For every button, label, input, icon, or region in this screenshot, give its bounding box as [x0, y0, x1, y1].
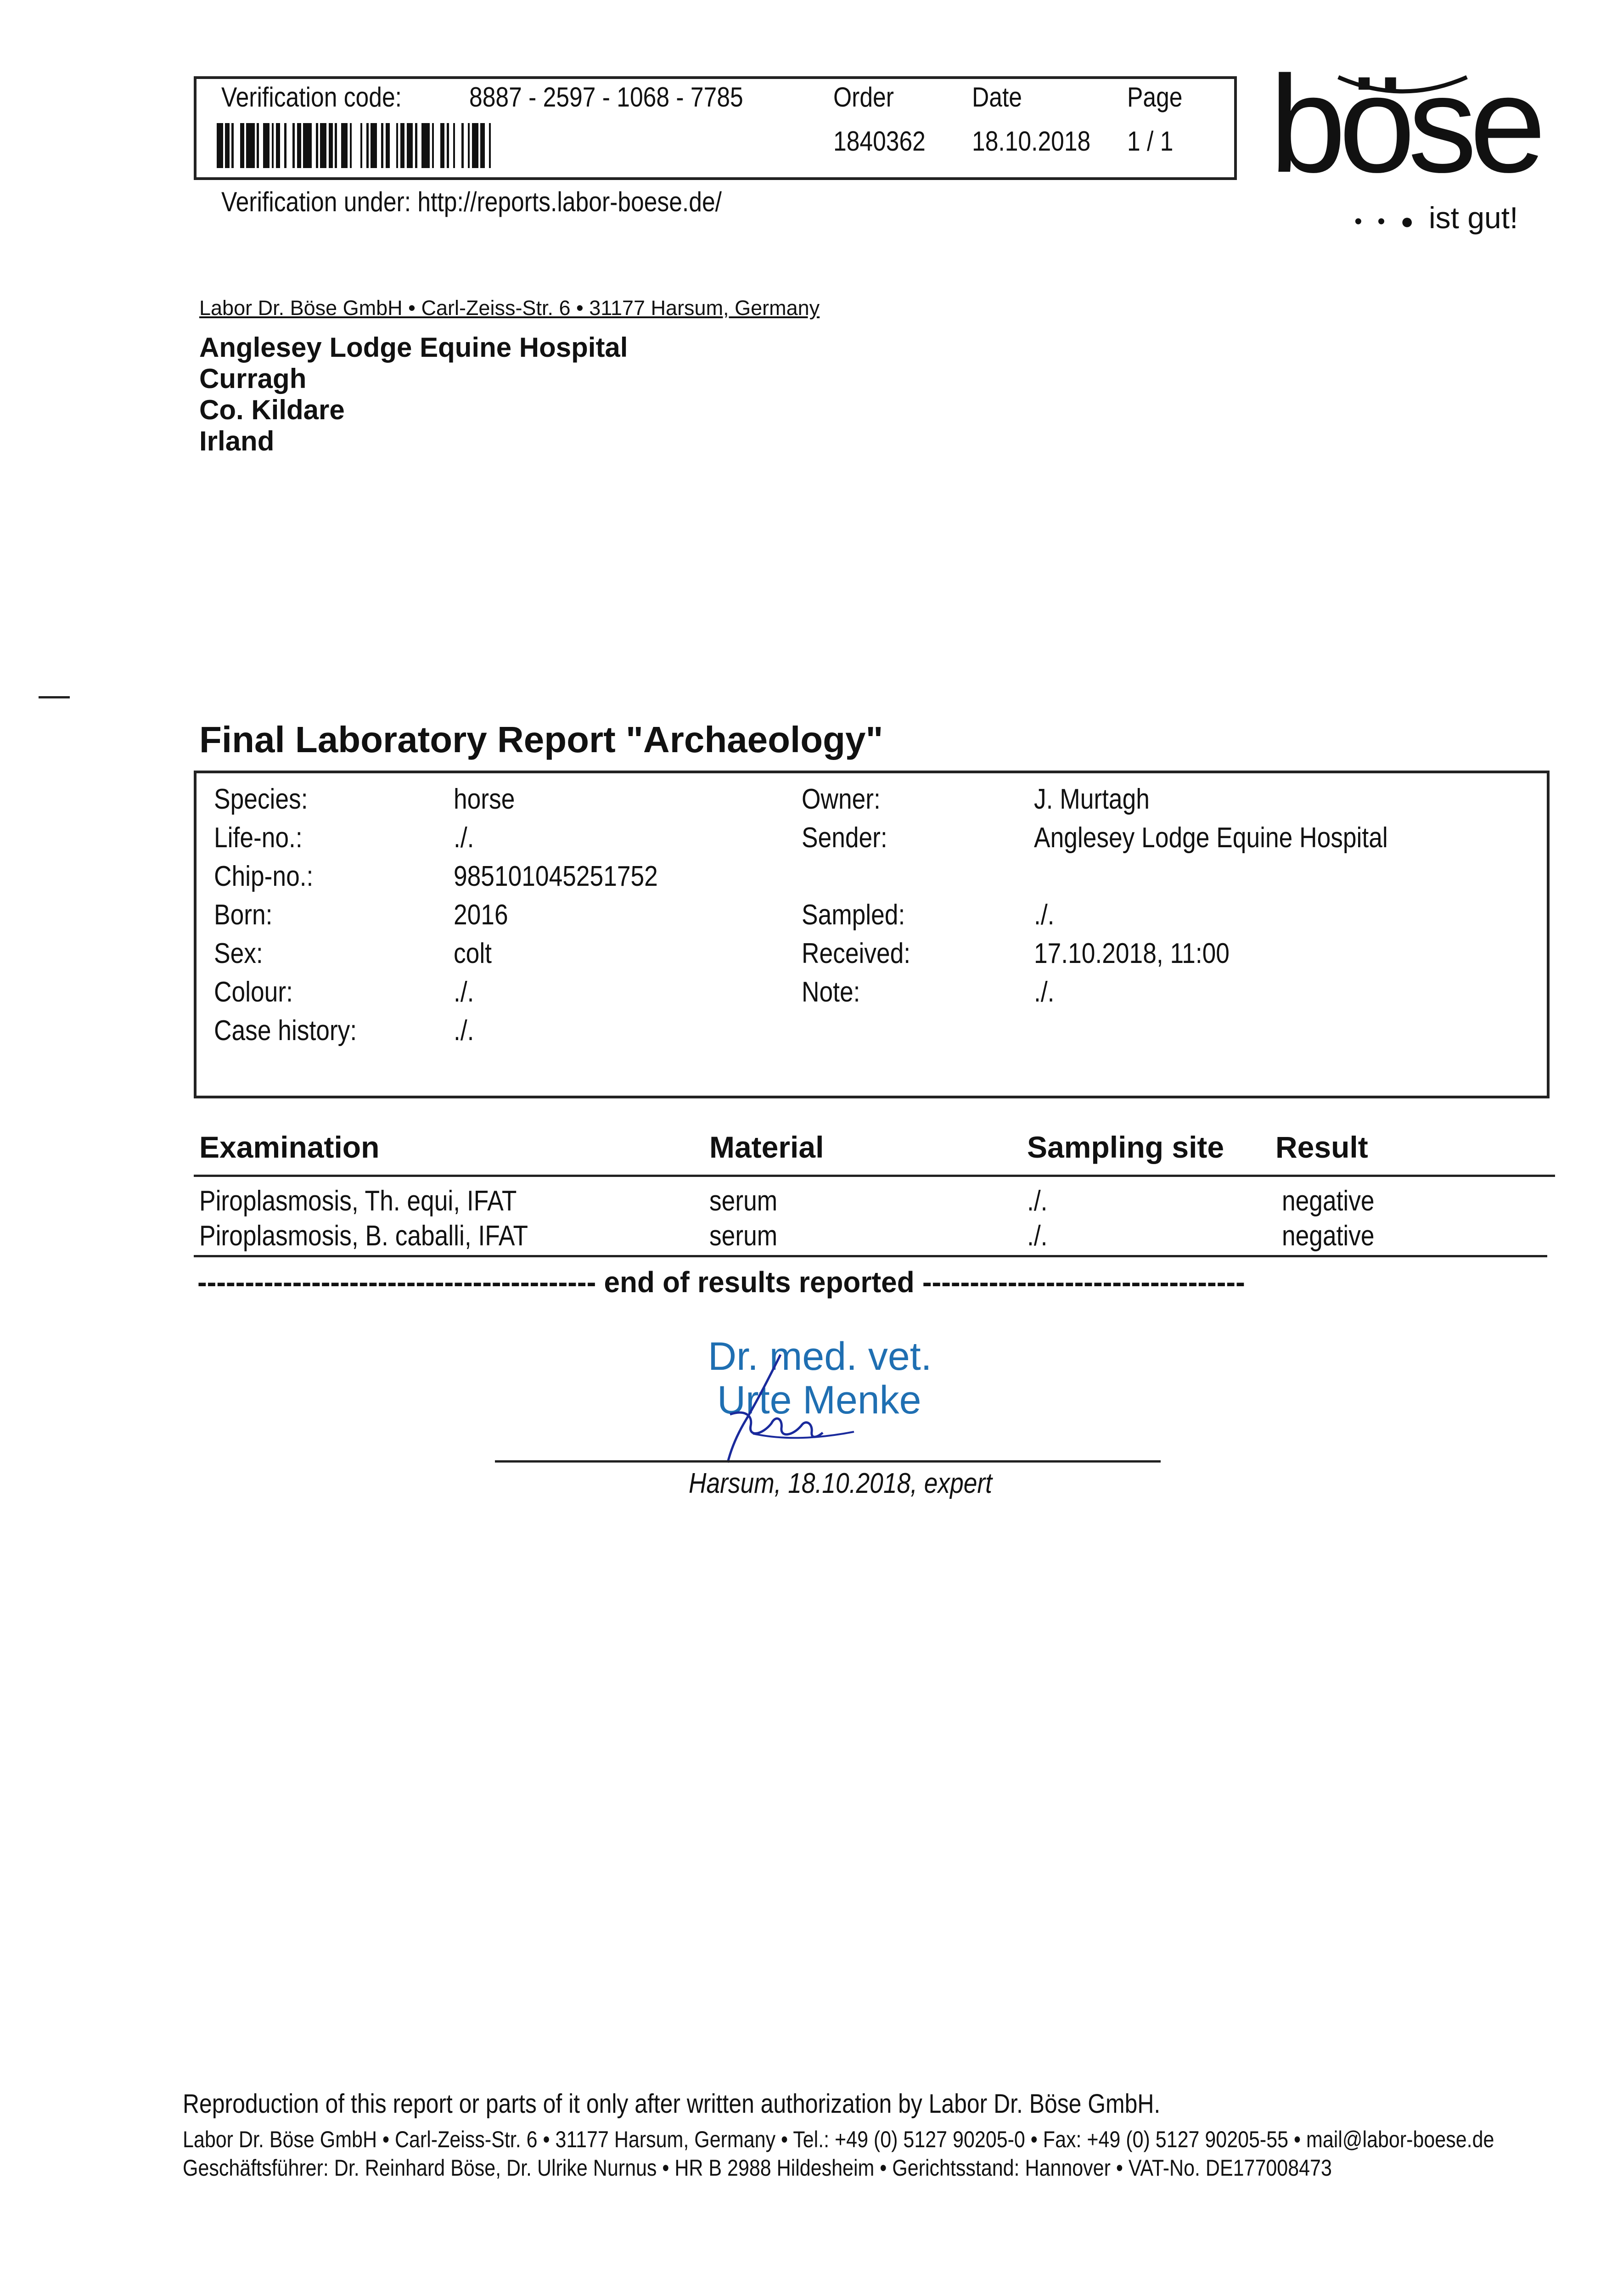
barcode-bar [371, 123, 377, 168]
row-1-material: serum [709, 1185, 778, 1217]
barcode-bar [455, 123, 461, 168]
signature-caption: Harsum, 18.10.2018, expert [689, 1468, 992, 1499]
page-label: Page [1127, 82, 1183, 113]
barcode-bar [329, 123, 333, 168]
info-value-chip-no: 985101045251752 [454, 861, 658, 892]
col-header-result: Result [1275, 1130, 1368, 1164]
row-2-result: negative [1282, 1220, 1375, 1252]
barcode-bar [303, 123, 311, 168]
barcode-bar [263, 123, 270, 168]
barcode-bar [246, 123, 254, 168]
barcode-bar [485, 123, 489, 168]
barcode-bar [449, 123, 453, 168]
barcode-bar [297, 123, 301, 168]
info-value-species: horse [454, 783, 515, 815]
verification-label: Verification code: [221, 82, 402, 113]
barcode-bar [280, 123, 284, 168]
barcode-bar [352, 123, 360, 168]
info-value-sampled: ./. [1034, 899, 1055, 931]
verification-url: Verification under: http://reports.labor-boese.de/ [221, 186, 722, 217]
barcode-bar [217, 123, 223, 168]
row-1-examination: Piroplasmosis, Th. equi, IFAT [199, 1185, 517, 1217]
table-bottom-rule [194, 1255, 1547, 1257]
stamp-name: Urte Menke [717, 1378, 921, 1422]
barcode-bar [386, 123, 390, 168]
info-value-sex: colt [454, 938, 492, 969]
handwritten-signature [702, 1345, 877, 1465]
barcode-bar [286, 123, 293, 168]
info-value-life-no: ./. [454, 822, 474, 854]
barcode-bar [407, 123, 413, 168]
info-value-case-history: ./. [454, 1015, 474, 1047]
order-label: Order [833, 82, 894, 113]
col-header-sampling-site: Sampling site [1027, 1130, 1224, 1164]
barcode-bar [440, 123, 444, 168]
barcode-bar [225, 123, 229, 168]
col-header-material: Material [709, 1130, 824, 1164]
info-label-received: Received: [802, 938, 911, 969]
info-label-owner: Owner: [802, 783, 881, 815]
logo-dots-icon: • • ● [1354, 209, 1419, 234]
info-label-born: Born: [214, 899, 273, 931]
info-value-owner: J. Murtagh [1034, 783, 1150, 815]
barcode-bar [480, 123, 484, 168]
col-header-examination: Examination [199, 1130, 380, 1164]
fold-mark [39, 696, 70, 698]
info-label-species: Species: [214, 783, 308, 815]
logo-tagline: ist gut! [1429, 201, 1518, 235]
stamp-title: Dr. med. vet. [708, 1334, 932, 1379]
row-2-material: serum [709, 1220, 778, 1252]
end-of-results-line: ------------------------------------------ end of results reported ---------------------------------- [197, 1266, 1245, 1299]
barcode-bar [400, 123, 404, 168]
info-label-sampled: Sampled: [802, 899, 905, 931]
barcode-bar [464, 123, 468, 168]
date-label: Date [972, 82, 1022, 113]
barcode-bar [341, 123, 348, 168]
row-1-sampling-site: ./. [1027, 1185, 1048, 1217]
footer-company-line: Geschäftsführer: Dr. Reinhard Böse, Dr. Ulrike Nurnus • HR B 2988 Hildesheim • Gerichtsstand: Hannover • VAT-No. DE177008473 [183, 2155, 1332, 2181]
info-label-sender: Sender: [802, 822, 887, 854]
info-value-received: 17.10.2018, 11:00 [1034, 938, 1230, 969]
table-header-rule [194, 1175, 1555, 1177]
barcode-bar [390, 123, 396, 168]
barcode-bar [259, 123, 263, 168]
info-label-chip-no: Chip-no.: [214, 861, 314, 892]
barcode-bar [362, 123, 366, 168]
row-2-sampling-site: ./. [1027, 1220, 1048, 1252]
barcode-bar [377, 123, 381, 168]
info-value-colour: ./. [454, 976, 474, 1008]
info-value-sender: Anglesey Lodge Equine Hospital [1034, 822, 1388, 854]
barcode-bar [276, 123, 280, 168]
barcode-bar [472, 123, 478, 168]
barcode [217, 123, 555, 168]
info-value-note: ./. [1034, 976, 1055, 1008]
info-label-note: Note: [802, 976, 860, 1008]
row-1-result: negative [1282, 1185, 1375, 1217]
barcode-bar [234, 123, 240, 168]
barcode-bar [421, 123, 430, 168]
page-value: 1 / 1 [1127, 126, 1174, 157]
barcode-bar [417, 123, 421, 168]
info-label-sex: Sex: [214, 938, 263, 969]
barcode-bar [240, 123, 244, 168]
info-value-born: 2016 [454, 899, 508, 931]
info-label-case-history: Case history: [214, 1015, 357, 1047]
recipient-line-4: Irland [199, 426, 275, 456]
barcode-bar [320, 123, 326, 168]
row-2-examination: Piroplasmosis, B. caballi, IFAT [199, 1220, 528, 1252]
patient-info-box [194, 771, 1550, 1098]
barcode-bar [491, 123, 499, 168]
info-label-life-no: Life-no.: [214, 822, 303, 854]
footer-contact-line: Labor Dr. Böse GmbH • Carl-Zeiss-Str. 6 • 31177 Harsum, Germany • Tel.: +49 (0) 5127 90205-0 • Fax: +49 (0) 5127 90205-55 • mail@labor-boese.de [183, 2127, 1494, 2152]
order-value: 1840362 [833, 126, 926, 157]
recipient-line-3: Co. Kildare [199, 394, 345, 425]
recipient-line-2: Curragh [199, 363, 307, 394]
date-value: 18.10.2018 [972, 126, 1091, 157]
barcode-bar [312, 123, 316, 168]
signature-rule [495, 1460, 1161, 1463]
verification-code: 8887 - 2597 - 1068 - 7785 [469, 82, 743, 113]
barcode-bar [434, 123, 440, 168]
footer-reproduction-notice: Reproduction of this report or parts of it only after written authorization by Labor Dr. Böse GmbH. [183, 2089, 1161, 2119]
sender-return-address: Labor Dr. Böse GmbH • Carl-Zeiss-Str. 6 • 31177 Harsum, Germany [199, 296, 820, 320]
report-title: Final Laboratory Report "Archaeology" [199, 719, 883, 760]
barcode-bar [337, 123, 341, 168]
recipient-line-1: Anglesey Lodge Equine Hospital [199, 332, 628, 363]
info-label-colour: Colour: [214, 976, 293, 1008]
brand-logo: böse [1269, 47, 1539, 201]
